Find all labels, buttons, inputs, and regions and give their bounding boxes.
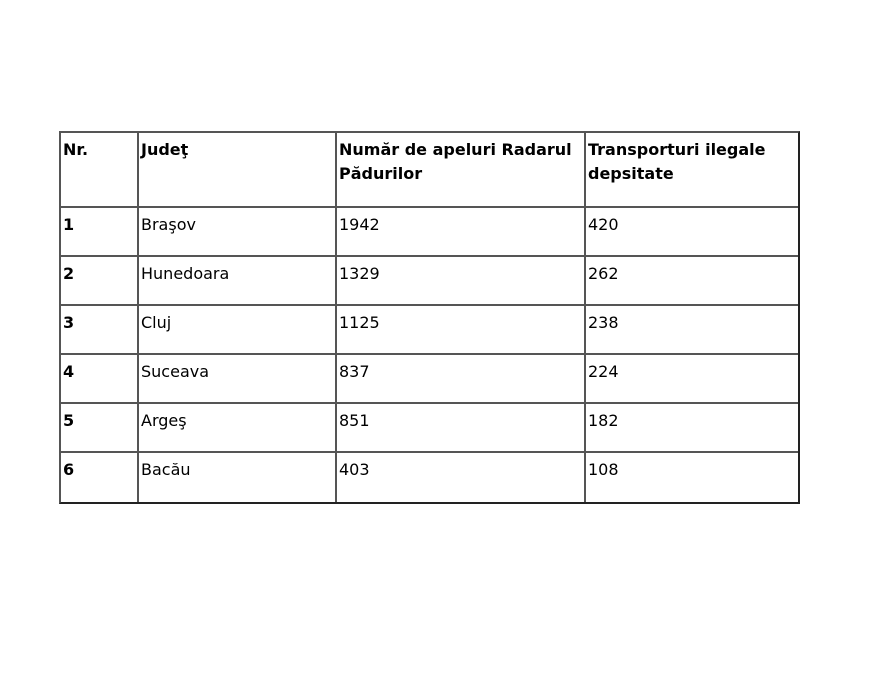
cell-nr: 4 — [61, 355, 139, 404]
cell-numar-apeluri: 403 — [337, 453, 586, 502]
cell-nr: 3 — [61, 306, 139, 355]
cell-numar-apeluri: 1329 — [337, 257, 586, 306]
table-row — [61, 306, 798, 355]
header-transporturi: Transporturi ilegale depsitate — [586, 133, 798, 208]
table-header-row — [61, 133, 798, 208]
cell-nr: 1 — [61, 208, 139, 257]
cell-transporturi: 224 — [586, 355, 798, 404]
cell-judet: Cluj — [139, 306, 337, 355]
cell-transporturi: 182 — [586, 404, 798, 453]
table-row — [61, 208, 798, 257]
header-numar-apeluri: Număr de apeluri Radarul Pădurilor — [337, 133, 586, 208]
cell-judet: Bacău — [139, 453, 337, 502]
data-table — [59, 131, 800, 504]
cell-judet: Hunedoara — [139, 257, 337, 306]
header-judet: Judeţ — [139, 133, 337, 208]
table-row — [61, 404, 798, 453]
cell-transporturi: 238 — [586, 306, 798, 355]
cell-judet: Argeş — [139, 404, 337, 453]
cell-judet: Braşov — [139, 208, 337, 257]
cell-nr: 6 — [61, 453, 139, 502]
table-row — [61, 257, 798, 306]
cell-nr: 5 — [61, 404, 139, 453]
cell-transporturi: 262 — [586, 257, 798, 306]
cell-numar-apeluri: 1942 — [337, 208, 586, 257]
table-row — [61, 453, 798, 502]
cell-numar-apeluri: 837 — [337, 355, 586, 404]
cell-transporturi: 420 — [586, 208, 798, 257]
table-row — [61, 355, 798, 404]
cell-numar-apeluri: 1125 — [337, 306, 586, 355]
cell-transporturi: 108 — [588, 460, 619, 479]
header-nr: Nr. — [61, 133, 139, 208]
cell-judet: Suceava — [139, 355, 337, 404]
cell-nr: 2 — [61, 257, 139, 306]
cell-numar-apeluri: 851 — [337, 404, 586, 453]
